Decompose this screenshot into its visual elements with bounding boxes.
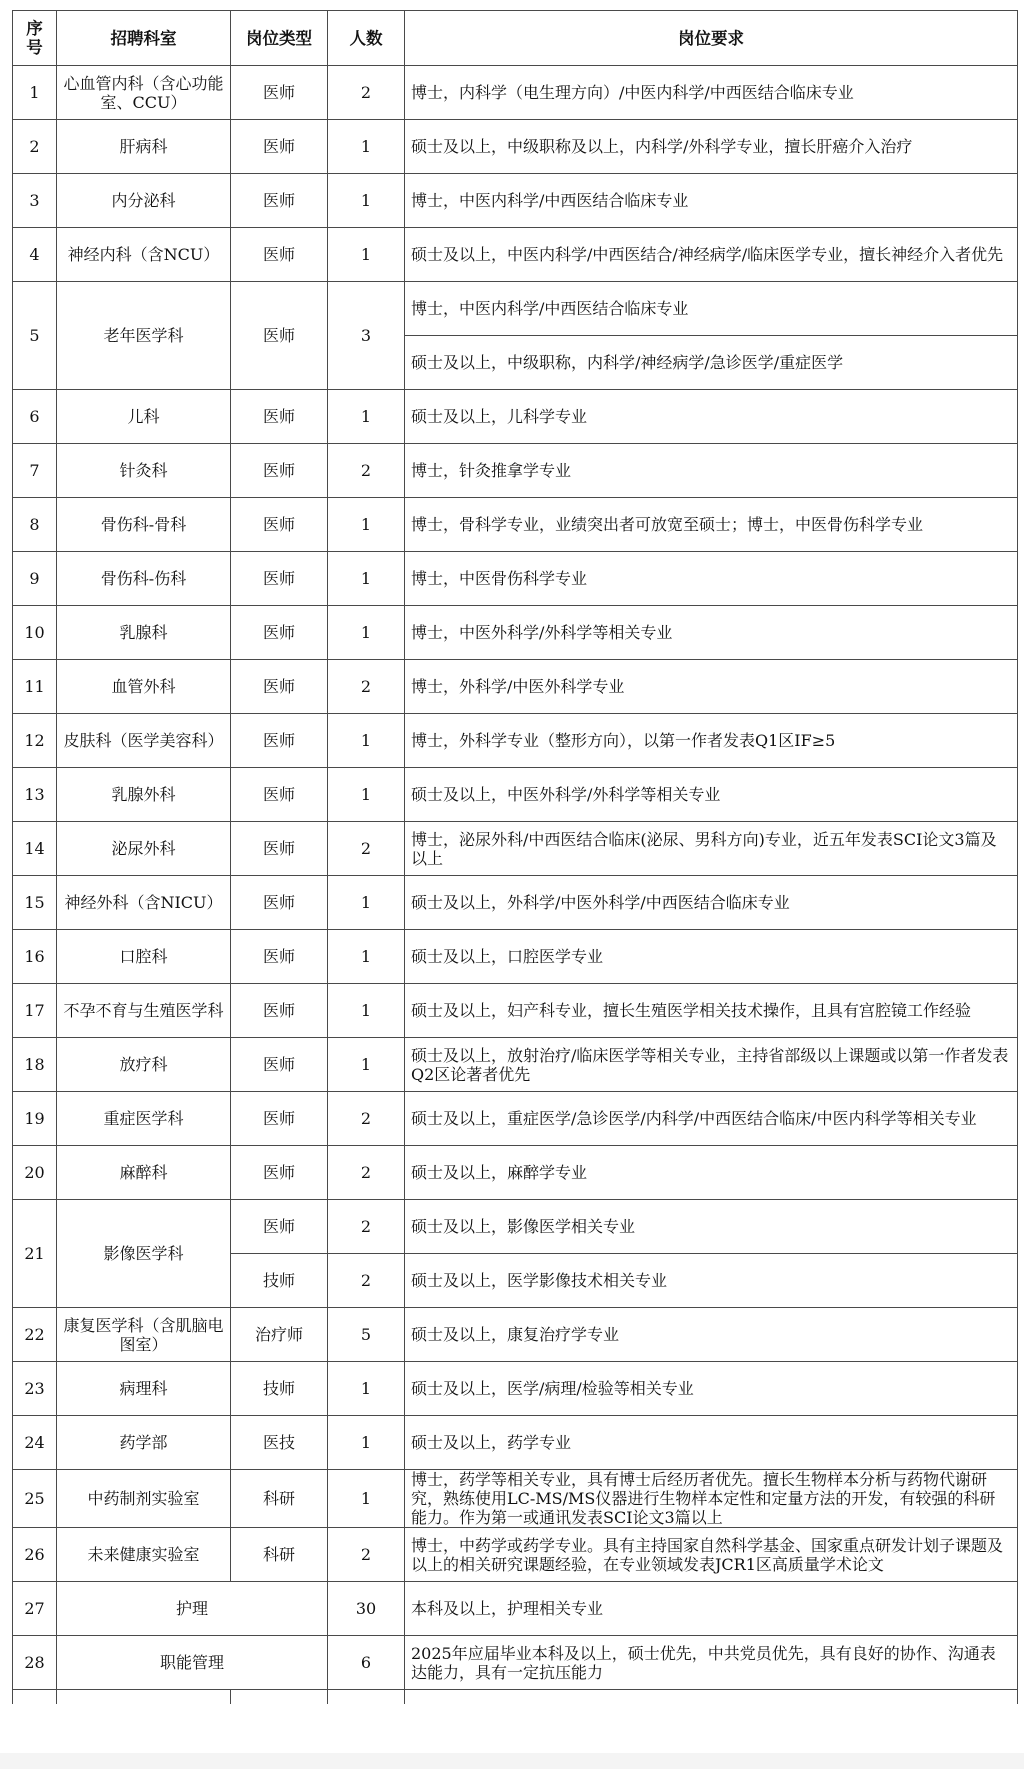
table-row (13, 1362, 1018, 1416)
table-row (13, 1038, 1018, 1092)
row-no: 4 (13, 228, 57, 282)
row-dept: 针灸科 (57, 444, 231, 498)
row-req: 博士，骨科学专业，业绩突出者可放宽至硕士；博士，中医骨伤科学专业 (405, 498, 1018, 552)
row-req: 博士，中药学或药学专业。具有主持国家自然科学基金、国家重点研发计划子课题及以上的相关研究课题经验，在专业领域发表JCR1区高质量学术论文 (405, 1528, 1018, 1582)
row-no: 28 (13, 1636, 57, 1690)
bottom-band (0, 1753, 1024, 1769)
row-no: 17 (13, 984, 57, 1038)
row-dept: 乳腺科 (57, 606, 231, 660)
row-count: 1 (328, 228, 405, 282)
row-dept: 心血管内科（含心功能室、CCU） (57, 66, 231, 120)
row-req: 博士，外科学/中医外科学专业 (405, 660, 1018, 714)
table-row (13, 876, 1018, 930)
row-no: 26 (13, 1528, 57, 1582)
row-type: 医师 (231, 660, 328, 714)
row-count: 1 (328, 768, 405, 822)
table-row (13, 1470, 1018, 1528)
row-count: 1 (328, 714, 405, 768)
row-count: 1 (328, 1038, 405, 1092)
row-no: 12 (13, 714, 57, 768)
row-count: 1 (328, 606, 405, 660)
row-type: 医师 (231, 984, 328, 1038)
row-count: 1 (328, 120, 405, 174)
row-dept: 病理科 (57, 1362, 231, 1416)
row-req: 硕士及以上，外科学/中医外科学/中西医结合临床专业 (405, 876, 1018, 930)
row-no: 2 (13, 120, 57, 174)
table-row (13, 444, 1018, 498)
row-type: 医师 (231, 714, 328, 768)
row-count: 2 (328, 1146, 405, 1200)
table-row (13, 1528, 1018, 1582)
row-count: 30 (328, 1582, 405, 1636)
row-no: 7 (13, 444, 57, 498)
empty-cell (13, 1690, 57, 1705)
table-row (13, 1416, 1018, 1470)
row-req-secondary: 硕士及以上，医学影像技术相关专业 (405, 1254, 1018, 1308)
row-count: 2 (328, 444, 405, 498)
row-no: 27 (13, 1582, 57, 1636)
row-req: 博士，中医内科学/中西医结合临床专业 (405, 174, 1018, 228)
header-count: 人数 (328, 11, 405, 66)
row-req: 博士，内科学（电生理方向）/中医内科学/中西医结合临床专业 (405, 66, 1018, 120)
row-req: 硕士及以上，药学专业 (405, 1416, 1018, 1470)
row-dept: 护理 (57, 1582, 328, 1636)
row-req: 本科及以上，护理相关专业 (405, 1582, 1018, 1636)
row-req: 硕士及以上，医学/病理/检验等相关专业 (405, 1362, 1018, 1416)
header-req: 岗位要求 (405, 11, 1018, 66)
row-req: 硕士及以上，放射治疗/临床医学等相关专业，主持省部级以上课题或以第一作者发表Q2区论著者优先 (405, 1038, 1018, 1092)
table-row-partial (13, 1690, 1018, 1705)
row-no: 25 (13, 1470, 57, 1528)
row-type: 医师 (231, 228, 328, 282)
row-req: 硕士及以上，中医外科学/外科学等相关专业 (405, 768, 1018, 822)
row-req: 硕士及以上，影像医学相关专业 (405, 1200, 1018, 1254)
row-count: 1 (328, 552, 405, 606)
row-dept: 康复医学科（含肌脑电图室） (57, 1308, 231, 1362)
row-type: 医师 (231, 606, 328, 660)
row-req: 博士，针灸推拿学专业 (405, 444, 1018, 498)
row-no: 21 (13, 1200, 57, 1308)
table-row (13, 66, 1018, 120)
row-req: 硕士及以上，麻醉学专业 (405, 1146, 1018, 1200)
row-type: 医师 (231, 876, 328, 930)
row-dept: 中药制剂实验室 (57, 1470, 231, 1528)
row-req: 博士，外科学专业（整形方向），以第一作者发表Q1区IF≥5 (405, 714, 1018, 768)
row-count: 2 (328, 1200, 405, 1254)
row-count: 1 (328, 1416, 405, 1470)
row-dept: 不孕不育与生殖医学科 (57, 984, 231, 1038)
row-dept: 骨伤科-伤科 (57, 552, 231, 606)
header-no: 序号 (13, 11, 57, 66)
row-dept: 老年医学科 (57, 282, 231, 390)
row-type: 医师 (231, 390, 328, 444)
row-no: 6 (13, 390, 57, 444)
row-no: 19 (13, 1092, 57, 1146)
row-dept: 神经外科（含NICU） (57, 876, 231, 930)
table-row (13, 984, 1018, 1038)
row-req: 博士，药学等相关专业，具有博士后经历者优先。擅长生物样本分析与药物代谢研究，熟练使用LC-MS/MS仪器进行生物样本定性和定量方法的开发，有较强的科研能力。作为第一或通讯发表SCI论文3篇以上 (405, 1470, 1018, 1528)
row-type: 医师 (231, 174, 328, 228)
table-row (13, 228, 1018, 282)
row-type-secondary: 技师 (231, 1254, 328, 1308)
recruitment-table (12, 10, 1018, 1704)
row-no: 20 (13, 1146, 57, 1200)
row-dept: 内分泌科 (57, 174, 231, 228)
row-no: 16 (13, 930, 57, 984)
row-dept: 肝病科 (57, 120, 231, 174)
row-count: 6 (328, 1636, 405, 1690)
row-count: 1 (328, 876, 405, 930)
row-no: 18 (13, 1038, 57, 1092)
row-req: 硕士及以上，中医内科学/中西医结合/神经病学/临床医学专业，擅长神经介入者优先 (405, 228, 1018, 282)
row-dept: 未来健康实验室 (57, 1528, 231, 1582)
table-row (13, 930, 1018, 984)
table-row (13, 174, 1018, 228)
row-type: 医师 (231, 822, 328, 876)
table-row (13, 1636, 1018, 1690)
row-dept: 口腔科 (57, 930, 231, 984)
row-count: 1 (328, 498, 405, 552)
row-count: 2 (328, 66, 405, 120)
row-count-secondary: 2 (328, 1254, 405, 1308)
empty-cell (57, 1690, 231, 1705)
row-type: 医师 (231, 498, 328, 552)
row-count: 1 (328, 930, 405, 984)
row-type: 医师 (231, 552, 328, 606)
row-type: 医师 (231, 768, 328, 822)
row-req: 博士，中医外科学/外科学等相关专业 (405, 606, 1018, 660)
row-dept: 放疗科 (57, 1038, 231, 1092)
row-type: 科研 (231, 1470, 328, 1528)
row-dept: 皮肤科（医学美容科） (57, 714, 231, 768)
row-count: 2 (328, 1092, 405, 1146)
table-row (13, 1308, 1018, 1362)
table-row (13, 768, 1018, 822)
row-type: 医师 (231, 282, 328, 390)
row-no: 23 (13, 1362, 57, 1416)
row-no: 9 (13, 552, 57, 606)
table-row (13, 714, 1018, 768)
empty-cell (405, 1690, 1018, 1705)
row-no: 24 (13, 1416, 57, 1470)
empty-cell (328, 1690, 405, 1705)
row-no: 11 (13, 660, 57, 714)
table-row (13, 1582, 1018, 1636)
row-req: 硕士及以上，儿科学专业 (405, 390, 1018, 444)
row-req: 博士，泌尿外科/中西医结合临床(泌尿、男科方向)专业，近五年发表SCI论文3篇及以上 (405, 822, 1018, 876)
row-req: 硕士及以上，妇产科专业，擅长生殖医学相关技术操作，且具有宫腔镜工作经验 (405, 984, 1018, 1038)
row-req-secondary: 硕士及以上，中级职称，内科学/神经病学/急诊医学/重症医学 (405, 336, 1018, 390)
row-type: 医师 (231, 930, 328, 984)
row-no: 22 (13, 1308, 57, 1362)
table-row (13, 1200, 1018, 1254)
row-no: 14 (13, 822, 57, 876)
row-type: 医师 (231, 66, 328, 120)
row-dept: 影像医学科 (57, 1200, 231, 1308)
table-row (13, 282, 1018, 336)
row-type: 医师 (231, 1038, 328, 1092)
row-count: 1 (328, 1470, 405, 1528)
row-req: 2025年应届毕业本科及以上，硕士优先，中共党员优先，具有良好的协作、沟通表达能力，具有一定抗压能力 (405, 1636, 1018, 1690)
table-row (13, 660, 1018, 714)
row-no: 15 (13, 876, 57, 930)
row-count: 1 (328, 1362, 405, 1416)
row-type: 医技 (231, 1416, 328, 1470)
row-req: 博士，中医内科学/中西医结合临床专业 (405, 282, 1018, 336)
table-row (13, 1146, 1018, 1200)
empty-cell (231, 1690, 328, 1705)
row-dept: 乳腺外科 (57, 768, 231, 822)
row-no: 8 (13, 498, 57, 552)
header-dept: 招聘科室 (57, 11, 231, 66)
row-no: 13 (13, 768, 57, 822)
row-dept: 麻醉科 (57, 1146, 231, 1200)
row-req: 硕士及以上，口腔医学专业 (405, 930, 1018, 984)
row-count: 1 (328, 390, 405, 444)
row-req: 硕士及以上，康复治疗学专业 (405, 1308, 1018, 1362)
row-dept: 儿科 (57, 390, 231, 444)
table-row (13, 822, 1018, 876)
row-dept: 骨伤科-骨科 (57, 498, 231, 552)
row-req: 硕士及以上，中级职称及以上，内科学/外科学专业，擅长肝癌介入治疗 (405, 120, 1018, 174)
row-no: 5 (13, 282, 57, 390)
row-type: 技师 (231, 1362, 328, 1416)
row-type: 医师 (231, 444, 328, 498)
row-type: 科研 (231, 1528, 328, 1582)
row-dept: 重症医学科 (57, 1092, 231, 1146)
row-dept: 泌尿外科 (57, 822, 231, 876)
row-count: 3 (328, 282, 405, 390)
table-row (13, 498, 1018, 552)
row-req: 博士，中医骨伤科学专业 (405, 552, 1018, 606)
row-dept: 神经内科（含NCU） (57, 228, 231, 282)
row-count: 1 (328, 174, 405, 228)
row-no: 1 (13, 66, 57, 120)
row-count: 1 (328, 984, 405, 1038)
row-count: 2 (328, 1528, 405, 1582)
row-no: 3 (13, 174, 57, 228)
table-row (13, 606, 1018, 660)
row-req: 硕士及以上，重症医学/急诊医学/内科学/中西医结合临床/中医内科学等相关专业 (405, 1092, 1018, 1146)
table-row (13, 390, 1018, 444)
row-type: 医师 (231, 120, 328, 174)
header-type: 岗位类型 (231, 11, 328, 66)
row-type: 治疗师 (231, 1308, 328, 1362)
row-dept: 血管外科 (57, 660, 231, 714)
row-count: 5 (328, 1308, 405, 1362)
row-type: 医师 (231, 1146, 328, 1200)
row-count: 2 (328, 660, 405, 714)
row-type: 医师 (231, 1200, 328, 1254)
table-row (13, 1092, 1018, 1146)
row-type: 医师 (231, 1092, 328, 1146)
row-dept: 药学部 (57, 1416, 231, 1470)
row-no: 10 (13, 606, 57, 660)
row-count: 2 (328, 822, 405, 876)
table-row (13, 120, 1018, 174)
header-row (13, 11, 1018, 66)
row-dept: 职能管理 (57, 1636, 328, 1690)
table-row (13, 552, 1018, 606)
